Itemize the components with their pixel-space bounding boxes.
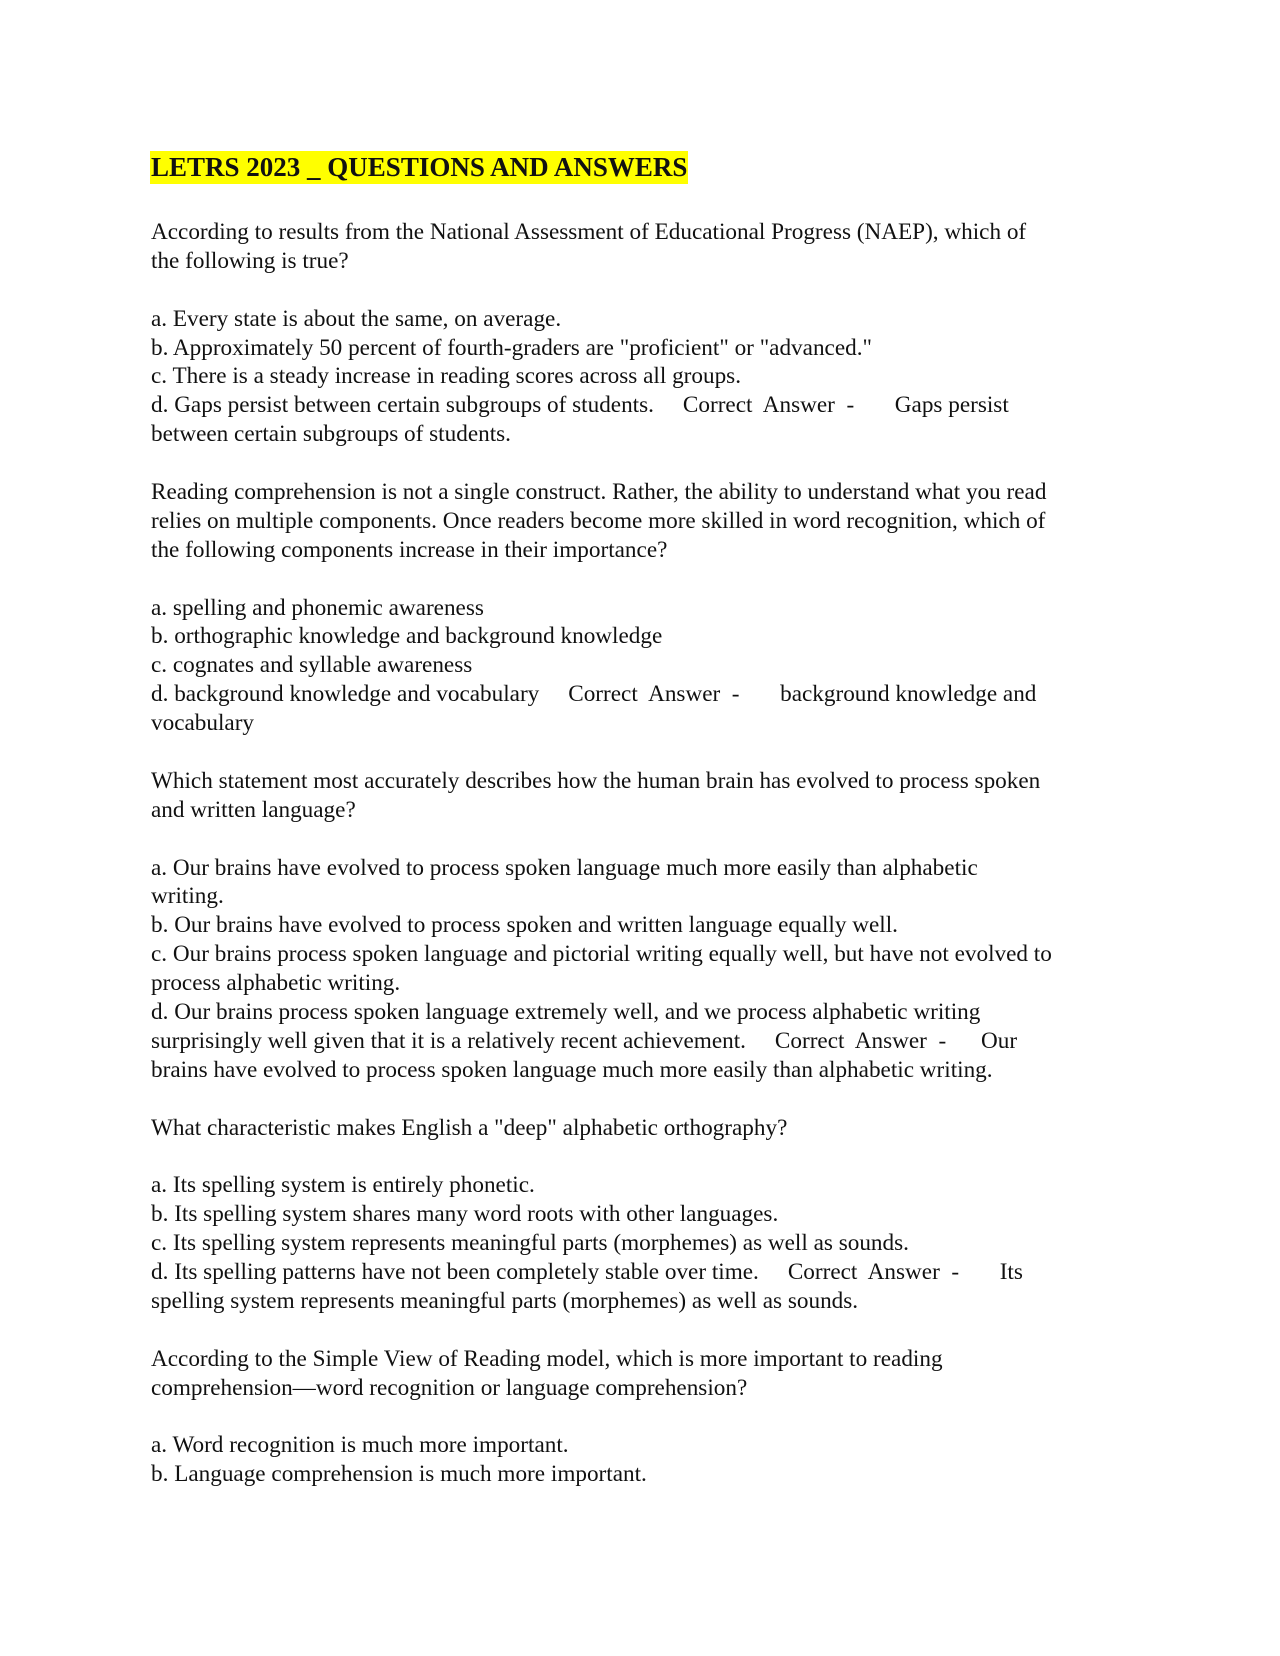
question-text: relies on multiple components. Once readers become more skilled in word recognition, which of xyxy=(151,507,1046,534)
answer-option: d. Our brains process spoken language extremely well, and we process alphabetic writing xyxy=(151,999,981,1026)
question-text: the following components increase in their importance? xyxy=(151,536,668,563)
question-block xyxy=(151,478,1151,767)
answer-option: vocabulary xyxy=(151,710,255,737)
question-block xyxy=(151,767,1151,1114)
question-text: comprehension—word recognition or language comprehension? xyxy=(151,1374,748,1401)
answer-option: process alphabetic writing. xyxy=(151,970,401,997)
question-block xyxy=(151,1114,1151,1345)
answer-option: a. Word recognition is much more important. xyxy=(151,1432,569,1459)
question-text: and written language? xyxy=(151,796,356,823)
answer-option: brains have evolved to process spoken language much more easily than alphabetic writing. xyxy=(151,1056,993,1083)
question-block xyxy=(151,1345,1151,1489)
answer-option: d. Gaps persist between certain subgroups of students. Correct Answer - Gaps persist xyxy=(151,392,1009,419)
answer-option: c. cognates and syllable awareness xyxy=(151,652,473,679)
answer-option: spelling system represents meaningful parts (morphemes) as well as sounds. xyxy=(151,1287,859,1314)
answer-option: d. background knowledge and vocabulary Correct Answer - background knowledge and xyxy=(151,681,1037,708)
question-text: Which statement most accurately describes how the human brain has evolved to process spoken xyxy=(151,767,1041,794)
answer-option: c. Our brains process spoken language and pictorial writing equally well, but have not evolved to xyxy=(151,941,1052,968)
answer-option: d. Its spelling patterns have not been completely stable over time. Correct Answer - Its xyxy=(151,1259,1023,1286)
answer-option: writing. xyxy=(151,883,224,910)
question-text: What characteristic makes English a "deep" alphabetic orthography? xyxy=(151,1114,788,1141)
answer-option: b. Our brains have evolved to process spoken and written language equally well. xyxy=(151,912,898,939)
answer-option: c. There is a steady increase in reading scores across all groups. xyxy=(151,363,741,390)
document-body xyxy=(151,218,1151,1489)
answer-option: b. Its spelling system shares many word roots with other languages. xyxy=(151,1201,779,1228)
answer-option: c. Its spelling system represents meaningful parts (morphemes) as well as sounds. xyxy=(151,1230,909,1257)
question-text: According to the Simple View of Reading model, which is more important to reading xyxy=(151,1345,943,1372)
answer-option: b. Language comprehension is much more important. xyxy=(151,1461,647,1488)
question-block xyxy=(151,218,1151,478)
answer-option: a. Its spelling system is entirely phonetic. xyxy=(151,1172,535,1199)
answer-option: a. Every state is about the same, on average. xyxy=(151,305,562,332)
answer-option: a. Our brains have evolved to process spoken language much more easily than alphabetic xyxy=(151,854,978,881)
question-text: Reading comprehension is not a single construct. Rather, the ability to understand what you read xyxy=(151,479,1047,506)
document-title: LETRS 2023 _ QUESTIONS AND ANSWERS xyxy=(151,152,688,182)
answer-option: b. Approximately 50 percent of fourth-graders are "proficient" or "advanced." xyxy=(151,334,872,361)
answer-option: a. spelling and phonemic awareness xyxy=(151,594,484,621)
question-text: the following is true? xyxy=(151,247,349,274)
answer-option: between certain subgroups of students. xyxy=(151,421,511,448)
question-text: According to results from the National Assessment of Educational Progress (NAEP), which of xyxy=(151,219,1027,245)
answer-option: b. orthographic knowledge and background knowledge xyxy=(151,623,663,650)
answer-option: surprisingly well given that it is a relatively recent achievement. Correct Answer - Our xyxy=(151,1027,1018,1054)
